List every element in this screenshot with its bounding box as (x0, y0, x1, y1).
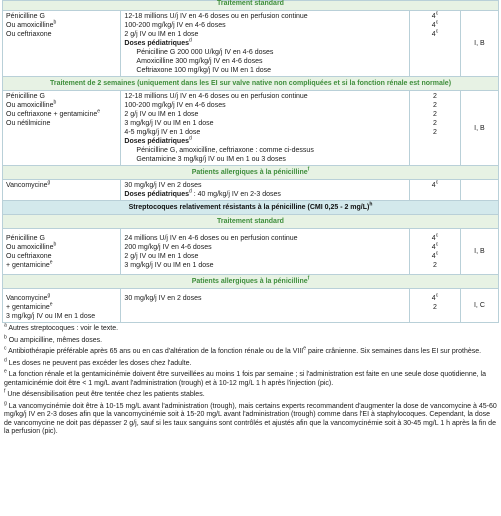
footnote-c: $^c$ Antibiothérapie préférable après 65 ans ou en cas d'altération de la fonction rénale ou de la VIIIe paire crânienne. Six semaines dans les EI sur prothèse. (4, 345, 482, 355)
footnote-d: $^d$ Les doses ne peuvent pas excéder les doses chez l'adulte. (4, 357, 192, 367)
header-standard-2: Traitement standard (3, 215, 499, 229)
table-row (3, 180, 499, 201)
header-allergic-1: Patients allergiques à la pénicilline$^f$ (3, 166, 499, 180)
table-row (3, 91, 499, 166)
section-header (3, 166, 499, 180)
grade-cell (460, 180, 498, 201)
header-two-weeks: Traitement de 2 semaines (uniquement dans les EI sur valve native non compliquées et si la fonction rénale est normale) (3, 77, 499, 91)
dose-cell: 12-18 millions U/j IV en 4-6 doses ou en perfusion continue 100-200 mg/kg/j IV en 4-6 doses 2 g/j IV ou IM en 1 dose 3 mg/kg/j IV ou IM en 1 dose 4-5 mg/kg/j IV en 1 dose Doses pédiatriques$^d$ Pénicilline G, amoxicilline, ceftriaxone : comme ci-dessus Gentamicine 3 mg/kg/j IV ou IM en 1 ou 3 doses (121, 91, 410, 166)
drug-cell: Pénicilline G Ou amoxicilline$^b$ Ou ceftriaxone + gentamicine$^e$ (3, 229, 121, 275)
grade-cell: I, C (460, 289, 498, 323)
header-allergic-2: Patients allergiques à la pénicilline$^f$ (3, 275, 499, 289)
antibiotic-table (2, 0, 499, 323)
section-header (3, 201, 499, 215)
pediatric-title: Doses pédiatriques (124, 40, 189, 47)
header-resistant: Streptocoques relativement résistants à la pénicilline (CMI 0,25 - 2 mg/L)$^h$ (3, 201, 499, 215)
section-header (3, 1, 499, 11)
duration-cell: 4$^c$ (410, 180, 461, 201)
grade-cell: I, B (460, 91, 498, 166)
footnote-b: $^b$ Ou ampicilline, mêmes doses. (4, 334, 103, 344)
duration-cell: 4$^c$ 4$^c$ 4$^c$ 2 (410, 229, 461, 275)
table-row (3, 229, 499, 275)
section-header (3, 215, 499, 229)
drug-cell: Pénicilline G Ou amoxicilline$^b$ Ou ceftriaxone (3, 11, 121, 77)
dose-cell: 24 millions U/j IV en 4-6 doses ou en perfusion continue 200 mg/kg/j IV en 4-6 doses 2 g/j IV ou IM en 1 dose 3 mg/kg/j IV ou IM en 1 dose (121, 229, 410, 275)
header-standard-top: Traitement standard (217, 0, 284, 7)
section-header (3, 275, 499, 289)
duration-cell: 4$^c$ 2 (410, 289, 461, 323)
drug-cell: Vancomycine$^g$ + gentamicine$^e$ 3 mg/kg/j IV ou IM en 1 dose (3, 289, 121, 323)
dose-cell: 30 mg/kg/j IV en 2 doses Doses pédiatriques$^d$ : 40 mg/kg/j IV en 2-3 doses (121, 180, 410, 201)
drug-cell: Vancomycine$^g$ (3, 180, 121, 201)
dose-cell: 12-18 millions U/j IV en 4-6 doses ou en perfusion continue 100-200 mg/kg/j IV en 4-6 doses 2 g/j IV ou IM en 1 dose Doses pédiatriques$^d$ Pénicilline G 200 000 U/kg/j IV en 4-6 doses Amoxicilline 300 mg/kg/j IV en 4-6 doses Ceftriaxone 100 mg/kg/j IV ou IM en 1 dose (121, 11, 410, 77)
footnote-f: $^f$ Une désensibilisation peut être tentée chez les patients stables. (4, 388, 205, 398)
pediatric-title: Doses pédiatriques (124, 138, 189, 145)
duration-cell: 4$^c$ 4$^c$ 4$^c$ (410, 11, 461, 77)
duration-cell: 2 2 2 2 2 (410, 91, 461, 166)
footnote-a: $^a$ Autres streptocoques : voir le texte. (4, 322, 119, 332)
dose-cell: 30 mg/kg/j IV en 2 doses (121, 289, 410, 323)
grade-cell: I, B (460, 11, 498, 77)
footnote-g: $^g$ La vancomycinémie doit être à 10-15 mg/L avant l'administration (trough), mais certains experts recommandent d'augmenter la dose de vancomycine à 45-60 mg/kg/j IV en 2-3 doses afin que la vancomycinémie soit à 15-20 mg/L avant l'administration (trough) comme dans l'EI à staphylocoques. Cependant, la dose de vancomycine ne doit pas dépasser 2 g/j, sauf si les taux sanguins sont contrôlés et ajustés afin que la vancomycinémie soit à 30-45 mg/L 1 h après la fin de la perfusion (pic). (4, 400, 497, 435)
table-row (3, 289, 499, 323)
footnotes (4, 322, 497, 437)
section-header (3, 77, 499, 91)
drug-cell: Pénicilline G Ou amoxicilline$^b$ Ou ceftriaxone + gentamicine$^e$ Ou nétilmicine (3, 91, 121, 166)
grade-cell: I, B (460, 229, 498, 275)
table-row (3, 11, 499, 77)
footnote-e: $^e$ La fonction rénale et la gentamicinémie doivent être surveillées au moins 1 fois par semaine ; si l'administration est faite en une seule dose quotidienne, la gentamicinémie doit être < 1 mg/L avant l'administration (trough) et à 10-12 mg/L 1 h après l'injection (pic). (4, 368, 486, 387)
